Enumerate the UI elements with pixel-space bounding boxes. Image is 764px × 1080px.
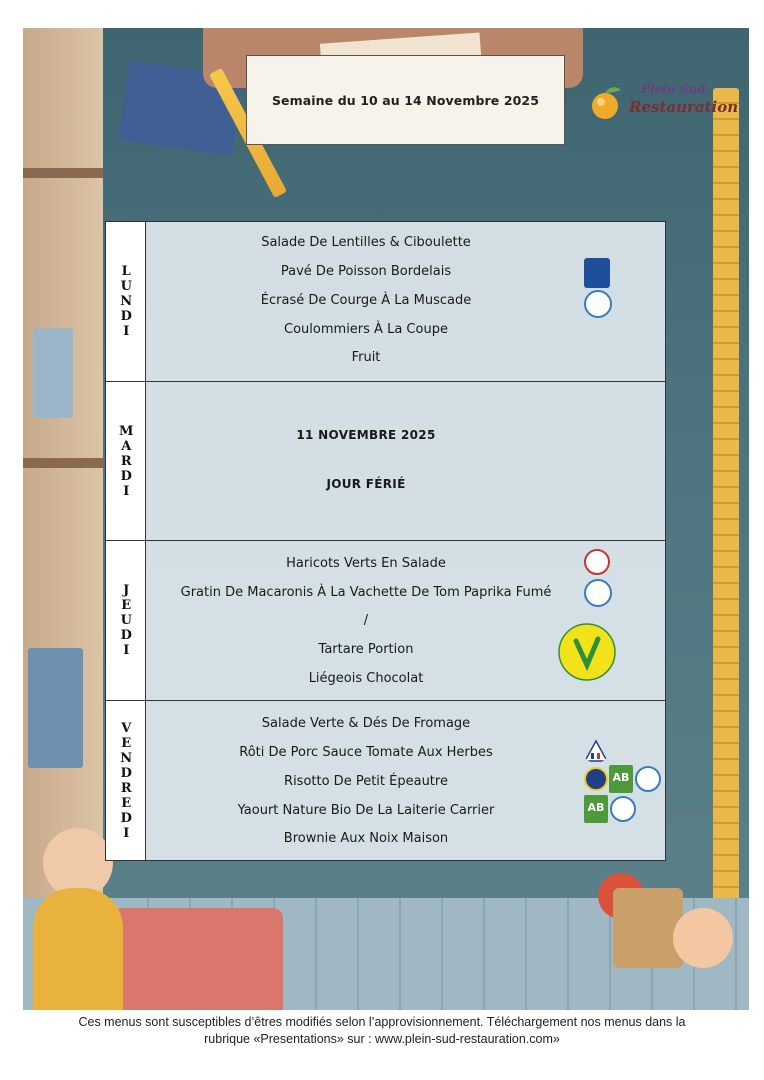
dish: Risotto De Petit Épeautre bbox=[284, 774, 448, 789]
ab-bio-label-icon bbox=[609, 765, 633, 793]
day-row-mardi bbox=[106, 382, 665, 541]
dish: Salade Verte & Dés De Fromage bbox=[261, 716, 471, 731]
decor-book bbox=[28, 648, 83, 768]
dish: Écrasé De Courge À La Muscade bbox=[260, 293, 472, 308]
ab-bio-text: AB bbox=[587, 801, 605, 814]
day-label-cell bbox=[106, 382, 146, 540]
dish: Pavé De Poisson Bordelais bbox=[280, 264, 452, 279]
local-bourgogne-label-icon bbox=[635, 766, 661, 792]
decor-shelf bbox=[23, 458, 103, 468]
decor-shelf bbox=[23, 168, 103, 178]
dish: Yaourt Nature Bio De La Laiterie Carrier bbox=[237, 803, 495, 818]
day-name: LUNDI bbox=[118, 264, 134, 339]
decor-bag bbox=[613, 888, 683, 968]
msc-label-icon bbox=[584, 258, 610, 288]
ab-bio-label-icon bbox=[584, 795, 608, 823]
menu-table bbox=[105, 221, 666, 861]
decor-ruler bbox=[713, 88, 739, 988]
plein-sud-logo bbox=[583, 78, 739, 128]
dish: Liégeois Chocolat bbox=[308, 671, 424, 686]
day-name: MARDI bbox=[118, 423, 134, 499]
dish: Gratin De Macaronis À La Vachette De Tom Paprika Fumé bbox=[180, 585, 552, 600]
porc-francais-label-icon bbox=[583, 739, 609, 763]
day-label-cell bbox=[106, 541, 146, 700]
decor-girl-body bbox=[33, 888, 123, 1010]
day-name: VENDREDI bbox=[118, 720, 134, 841]
dish-list bbox=[146, 222, 665, 381]
holiday-label: JOUR FÉRIÉ bbox=[326, 477, 406, 491]
day-row-lundi bbox=[106, 222, 665, 382]
dish: Salade De Lentilles & Ciboulette bbox=[261, 235, 471, 250]
dish: Fruit bbox=[351, 350, 381, 365]
local-bourgogne-label-icon bbox=[584, 290, 612, 318]
day-row-jeudi bbox=[106, 541, 665, 701]
footer-note bbox=[0, 1014, 764, 1048]
day-label-cell bbox=[106, 701, 146, 860]
vegetarian-v-label-icon bbox=[558, 623, 616, 681]
dish: Rôti De Porc Sauce Tomate Aux Herbes bbox=[239, 745, 493, 760]
decor-boy bbox=[673, 908, 733, 968]
dish-list bbox=[146, 382, 665, 540]
dish: Coulommiers À La Coupe bbox=[284, 322, 448, 337]
dish-list bbox=[146, 701, 665, 860]
local-bourgogne-label-icon bbox=[610, 796, 636, 822]
day-label-cell bbox=[106, 222, 146, 381]
day-row-vendredi bbox=[106, 701, 665, 860]
ab-bio-text: AB bbox=[612, 771, 630, 784]
dish: Haricots Verts En Salade bbox=[286, 556, 446, 571]
footer-line: rubrique «Presentations» sur : www.plein-sud-restauration.com» bbox=[204, 1032, 560, 1046]
logo-fruit-icon bbox=[587, 84, 627, 122]
decor-table bbox=[113, 908, 283, 1010]
logo-name: Restauration bbox=[629, 98, 739, 116]
day-name: JEUDI bbox=[118, 583, 134, 658]
week-title: Semaine du 10 au 14 Novembre 2025 bbox=[271, 92, 540, 108]
dish: Tartare Portion bbox=[318, 642, 414, 657]
artisan-label-icon bbox=[584, 549, 610, 575]
footer-line: Ces menus sont susceptibles d’êtres modifiés selon l’approvisionnement. Téléchargement nos menus dans la bbox=[78, 1015, 686, 1029]
decor-book bbox=[33, 328, 73, 418]
dish: Brownie Aux Noix Maison bbox=[283, 831, 449, 846]
dish-list bbox=[146, 541, 665, 700]
week-header bbox=[246, 55, 565, 145]
igp-label-icon bbox=[584, 767, 608, 791]
dish-separator: / bbox=[363, 613, 369, 628]
local-bourgogne-label-icon bbox=[584, 579, 612, 607]
holiday-date: 11 NOVEMBRE 2025 bbox=[296, 428, 436, 442]
logo-brand: Plein Sud bbox=[641, 82, 706, 96]
